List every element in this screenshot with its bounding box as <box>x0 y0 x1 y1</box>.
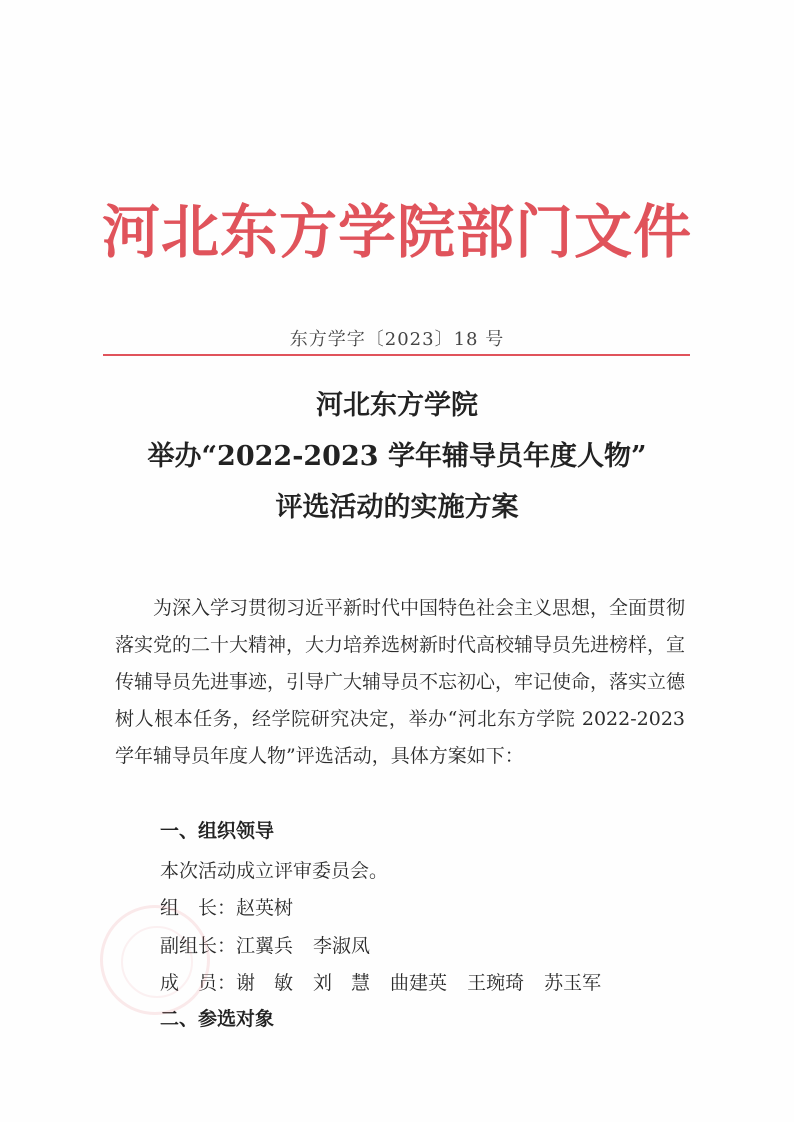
member-name: 刘 慧 <box>313 972 371 994</box>
document-title-line-3: 评选活动的实施方案 <box>275 492 519 523</box>
seal-inner-ring <box>121 926 193 998</box>
department-header-title: 河北东方学院部门文件 <box>101 198 692 266</box>
leader-label: 组 长： <box>160 897 237 919</box>
section-heading-organization: 一、组织领导 <box>160 820 275 842</box>
member-name: 王琬琦 <box>467 972 525 994</box>
members-label: 成 员： <box>160 972 237 994</box>
document-number: 东方学字〔2023〕18 号 <box>289 329 505 350</box>
document-title-line-1: 河北东方学院 <box>316 390 478 421</box>
document-title-line-2: 举办“2022-2023 学年辅导员年度人物” <box>147 441 647 472</box>
member-name: 谢 敏 <box>236 972 294 994</box>
deputy-label: 副组长： <box>160 935 237 957</box>
intro-paragraph: 为深入学习贯彻习近平新时代中国特色社会主义思想，全面贯彻落实党的二十大精神，大力培养选树新时代高校辅导员先进榜样，宣传辅导员先进事迹，引导广大辅导员不忘初心，牢记使命，落实立德树人根本任务，经学院研究决定，举办“河北东方学院 2022-2023 学年辅导员年度人物”评选活动，具体方案如下： <box>115 597 686 767</box>
faint-seal-mark <box>100 905 210 1015</box>
committee-statement: 本次活动成立评审委员会。 <box>160 860 389 882</box>
deputy-name: 李淑凤 <box>313 935 371 957</box>
members-row <box>160 968 621 995</box>
section-heading-participants: 二、参选对象 <box>160 1008 275 1030</box>
deputy-name: 江翼兵 <box>236 935 294 957</box>
member-name: 曲建英 <box>390 972 448 994</box>
leader-name: 赵英树 <box>236 897 294 919</box>
header-divider <box>103 354 690 356</box>
member-name: 苏玉军 <box>544 972 602 994</box>
